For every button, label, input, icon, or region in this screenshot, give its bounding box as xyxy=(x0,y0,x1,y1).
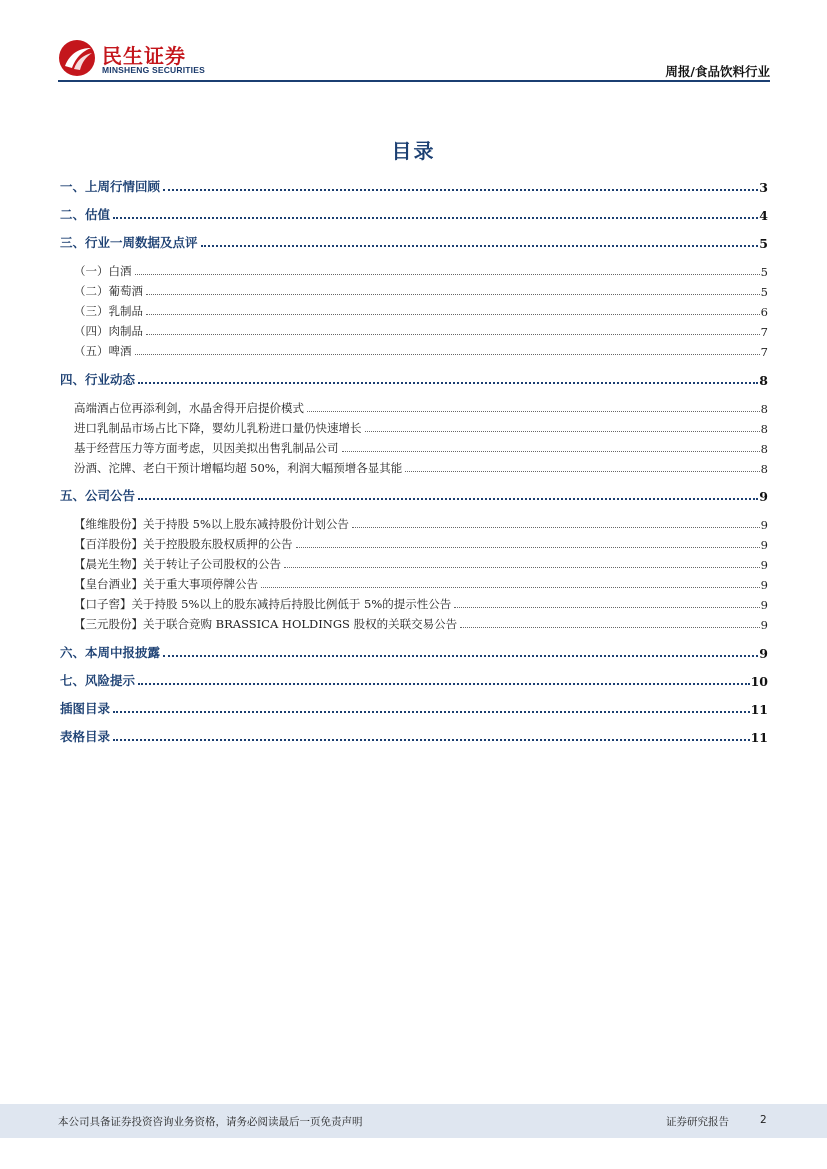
toc-subentry[interactable] xyxy=(74,261,768,279)
toc-entry-label: 【皇台酒业】关于重大事项停牌公告 xyxy=(74,577,258,591)
toc-entry-page: 8 xyxy=(760,442,768,456)
toc-entry-page: 7 xyxy=(760,345,768,359)
toc-entry-label: （四）肉制品 xyxy=(74,324,143,338)
toc-subentry[interactable] xyxy=(74,614,768,632)
page-footer xyxy=(0,1104,827,1138)
toc-entry-page: 4 xyxy=(759,208,768,223)
toc-leader-dots xyxy=(113,711,750,713)
toc-leader-dots xyxy=(135,354,760,355)
logo-text-en: MINSHENG SECURITIES xyxy=(102,65,205,75)
logo-text-cn: 民生证券 xyxy=(102,44,186,68)
toc-entry-label: 四、行业动态 xyxy=(60,372,136,387)
toc-leader-dots xyxy=(113,739,750,741)
toc-subentry[interactable] xyxy=(74,341,768,359)
company-logo xyxy=(58,38,218,80)
toc-leader-dots xyxy=(135,274,760,275)
footer-doc-type: 证券研究报告 xyxy=(666,1116,729,1128)
toc-leader-dots xyxy=(163,189,758,191)
toc-leader-dots xyxy=(138,683,750,685)
toc-entry-page: 9 xyxy=(760,538,768,552)
toc-entry-label: 六、本周中报披露 xyxy=(60,645,161,660)
minsheng-logo-icon xyxy=(58,39,96,77)
toc-entry-label: 高端酒占位再添利剑，水晶舍得开启提价模式 xyxy=(74,401,304,415)
toc-entry-page: 9 xyxy=(759,489,768,504)
toc-entry-label: （一）白酒 xyxy=(74,264,132,278)
toc-entry-page: 9 xyxy=(760,518,768,532)
toc-subentry[interactable] xyxy=(74,574,768,592)
toc-entry-page: 8 xyxy=(760,422,768,436)
toc-entry-label: 五、公司公告 xyxy=(60,488,136,503)
toc-subentry[interactable] xyxy=(74,398,768,416)
toc-leader-dots xyxy=(284,567,760,568)
toc-subentry[interactable] xyxy=(74,514,768,532)
toc-entry-page: 9 xyxy=(760,598,768,612)
toc-leader-dots xyxy=(113,217,758,219)
toc-entry-label: （二）葡萄酒 xyxy=(74,284,143,298)
toc-entry-label: （三）乳制品 xyxy=(74,304,143,318)
page-header xyxy=(58,38,770,80)
toc-leader-dots xyxy=(460,627,760,628)
toc-leader-dots xyxy=(296,547,760,548)
toc-entry-1[interactable] xyxy=(60,177,768,195)
footer-page-number: 2 xyxy=(760,1114,767,1126)
toc-entry-page: 8 xyxy=(760,402,768,416)
toc-entry-label: 【口子窖】关于持股 5%以上的股东减持后持股比例低于 5%的提示性公告 xyxy=(74,597,452,611)
toc-subentry[interactable] xyxy=(74,438,768,456)
toc-subentry[interactable] xyxy=(74,534,768,552)
toc-entry-page: 6 xyxy=(760,305,768,319)
toc-subentry[interactable] xyxy=(74,301,768,319)
toc-leader-dots xyxy=(342,451,760,452)
toc-entry-6[interactable] xyxy=(60,643,768,661)
toc-entry-label: 汾酒、沱牌、老白干预计增幅均超 50%，利润大幅预增各显其能 xyxy=(74,461,403,475)
toc-leader-dots xyxy=(146,334,760,335)
toc-entry-label: 【三元股份】关于联合竞购 BRASSICA HOLDINGS 股权的关联交易公告 xyxy=(74,617,458,631)
toc-entry-page: 8 xyxy=(759,373,768,388)
toc-entry-label: 【晨光生物】关于转让子公司股权的公告 xyxy=(74,557,281,571)
toc-entry-label: 三、行业一周数据及点评 xyxy=(60,235,198,250)
toc-leader-dots xyxy=(138,382,758,384)
toc-entry-label: 二、估值 xyxy=(60,207,111,222)
toc-entry-label: 一、上周行情回顾 xyxy=(60,179,161,194)
toc-entry-label: 插图目录 xyxy=(60,701,111,716)
footer-disclaimer: 本公司具备证券投资咨询业务资格，请务必阅读最后一页免责声明 xyxy=(58,1116,363,1128)
toc-subentry[interactable] xyxy=(74,458,768,476)
toc-entry-label: 【百洋股份】关于控股股东股权质押的公告 xyxy=(74,537,293,551)
toc-entry-4[interactable] xyxy=(60,370,768,388)
toc-subentry[interactable] xyxy=(74,321,768,339)
toc-entry-label: 【维维股份】关于持股 5%以上股东减持股份计划公告 xyxy=(74,517,349,531)
toc-leader-dots xyxy=(201,245,759,247)
toc-subentry[interactable] xyxy=(74,281,768,299)
toc-entry-label: 表格目录 xyxy=(60,729,111,744)
toc-subentry[interactable] xyxy=(74,554,768,572)
toc-entry-page: 9 xyxy=(760,558,768,572)
toc-entry-3[interactable] xyxy=(60,233,768,251)
toc-entry-label: 基于经营压力等方面考虑，贝因美拟出售乳制品公司 xyxy=(74,441,339,455)
toc-entry-page: 9 xyxy=(760,618,768,632)
toc-leader-dots xyxy=(365,431,760,432)
header-divider xyxy=(58,80,770,82)
toc-entry-page: 5 xyxy=(760,265,768,279)
toc-entry-page: 3 xyxy=(759,180,768,195)
toc-title: 目录 xyxy=(391,139,436,163)
toc-leader-dots xyxy=(307,411,760,412)
toc-leader-dots xyxy=(163,655,758,657)
toc-entry-page: 11 xyxy=(750,730,768,745)
toc-entry-page: 10 xyxy=(750,674,768,689)
toc-leader-dots xyxy=(405,471,759,472)
toc-entry-7[interactable] xyxy=(60,671,768,689)
toc-entry-page: 9 xyxy=(760,578,768,592)
toc-entry-label: （五）啤酒 xyxy=(74,344,132,358)
toc-subentry[interactable] xyxy=(74,594,768,612)
toc-leader-dots xyxy=(261,587,760,588)
toc-entry-2[interactable] xyxy=(60,205,768,223)
toc-leader-dots xyxy=(352,527,760,528)
toc-entry-page: 11 xyxy=(750,702,768,717)
toc-leader-dots xyxy=(454,607,759,608)
toc-entry-tables[interactable] xyxy=(60,727,768,745)
toc-entry-label: 七、风险提示 xyxy=(60,673,136,688)
report-type-label: 周报/食品饮料行业 xyxy=(665,64,770,79)
toc-entry-page: 5 xyxy=(760,285,768,299)
toc-entry-figures[interactable] xyxy=(60,699,768,717)
toc-leader-dots xyxy=(146,314,760,315)
toc-entry-page: 7 xyxy=(760,325,768,339)
toc-entry-page: 8 xyxy=(760,462,768,476)
toc-leader-dots xyxy=(146,294,760,295)
toc-leader-dots xyxy=(138,498,758,500)
toc-entry-label: 进口乳制品市场占比下降，婴幼儿乳粉进口量仍快速增长 xyxy=(74,421,362,435)
toc-entry-page: 5 xyxy=(759,236,768,251)
toc-entry-5[interactable] xyxy=(60,486,768,504)
toc-entry-page: 9 xyxy=(759,646,768,661)
toc-subentry[interactable] xyxy=(74,418,768,436)
